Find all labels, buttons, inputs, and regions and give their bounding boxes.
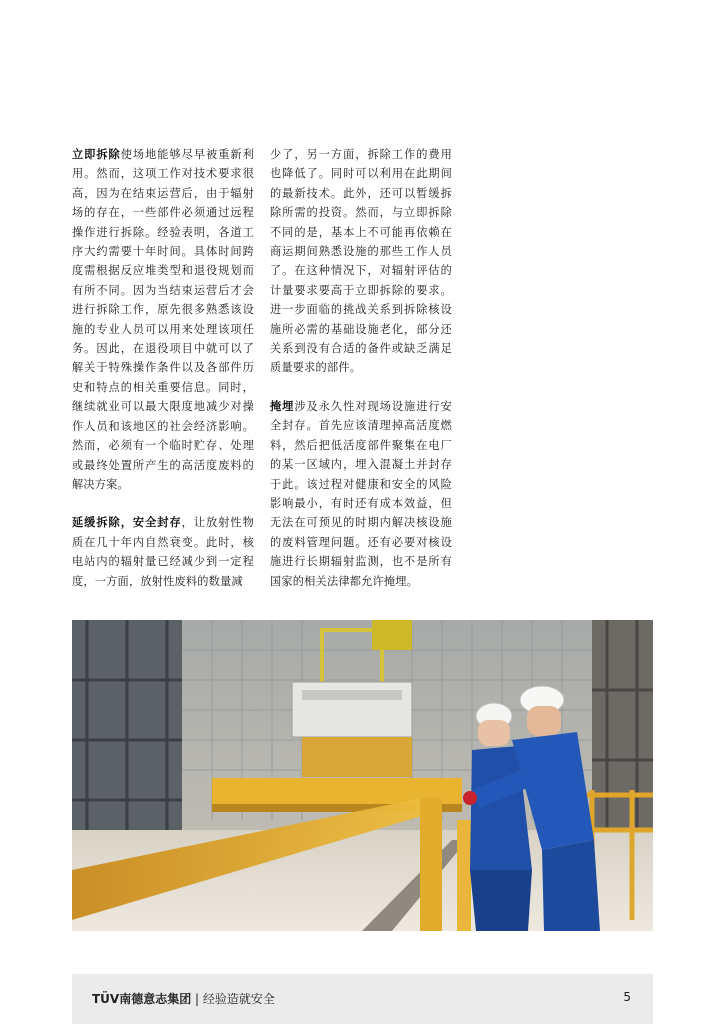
paragraph-body: 少了，另一方面，拆除工作的费用也降低了。同时可以利用在此期间的最新技术。此外，还可以暂缓拆除所需的投资。然而，与立即拆除不同的是，基本上不可能再依赖在商运期间熟悉设施的那些工作人员了。在这种情况下，对辐射评估的计量要求要高于立即拆除的要求。进一步面临的挑战关系到拆除核设施所必需的基础设施老化，部分还关系到没有合适的备件或缺乏满足质量要求的部件。 bbox=[270, 148, 452, 375]
brand-name: TÜV南德意志集团 bbox=[92, 992, 192, 1006]
page-number: 5 bbox=[623, 990, 631, 1004]
brand-separator: | bbox=[191, 992, 203, 1006]
paragraph-body: ，让放射性物质在几十年内自然衰变。此时，核电站内的辐射量已经减少到一定程度，一方面，放射性废料的数量减 bbox=[72, 516, 254, 588]
lead-term-entombment: 掩埋 bbox=[270, 399, 295, 413]
industrial-hall-photo bbox=[72, 620, 653, 931]
lead-term-deferred-dismantling: 延缓拆除，安全封存 bbox=[72, 516, 182, 530]
paragraph-entombment bbox=[270, 397, 452, 591]
text-column-left bbox=[72, 145, 254, 610]
page-footer bbox=[72, 974, 653, 1024]
paragraph-deferred-dismantling bbox=[72, 513, 254, 591]
text-column-right bbox=[270, 145, 452, 610]
paragraph-body: 涉及永久性对现场设施进行安全封存。首先应该清理掉高活度燃料，然后把低活度部件聚集在电厂的某一区域内，埋入混凝土并封存于此。该过程对健康和安全的风险影响最小，有时还有成本效益，但无法在可预见的时期内解决核设施的废料管理问题。还有必要对核设施进行长期辐射监测，也不是所有国家的相关法律都允许掩埋。 bbox=[270, 399, 452, 588]
paragraph-body: 使场地能够尽早被重新利用。然而，这项工作对技术要求很高，因为在结束运营后，由于辐射场的存在，一些部件必须通过远程操作进行拆除。经验表明，各道工序大约需要十年时间。具体时间跨度需根据反应堆类型和退役规划而有所不同。因为当结束运营后才会进行拆除工作，原先很多熟悉该设施的专业人员可以用来处理该项任务。因此，在退役项目中就可以了解关于特殊操作条件以及各部件历史和特点的相关重要信息。同时，继续就业可以最大限度地减少对操作人员和该地区的社会经济影响。然而，必须有一个临时贮存、处理或最终处置所产生的高活度废料的解决方案。 bbox=[72, 148, 254, 491]
footer-brand bbox=[92, 990, 275, 1007]
lead-term-immediate-dismantling: 立即拆除 bbox=[72, 148, 121, 161]
brand-tagline: 经验造就安全 bbox=[202, 992, 275, 1006]
paragraph-continued bbox=[270, 145, 452, 378]
paragraph-immediate-dismantling bbox=[72, 145, 254, 494]
